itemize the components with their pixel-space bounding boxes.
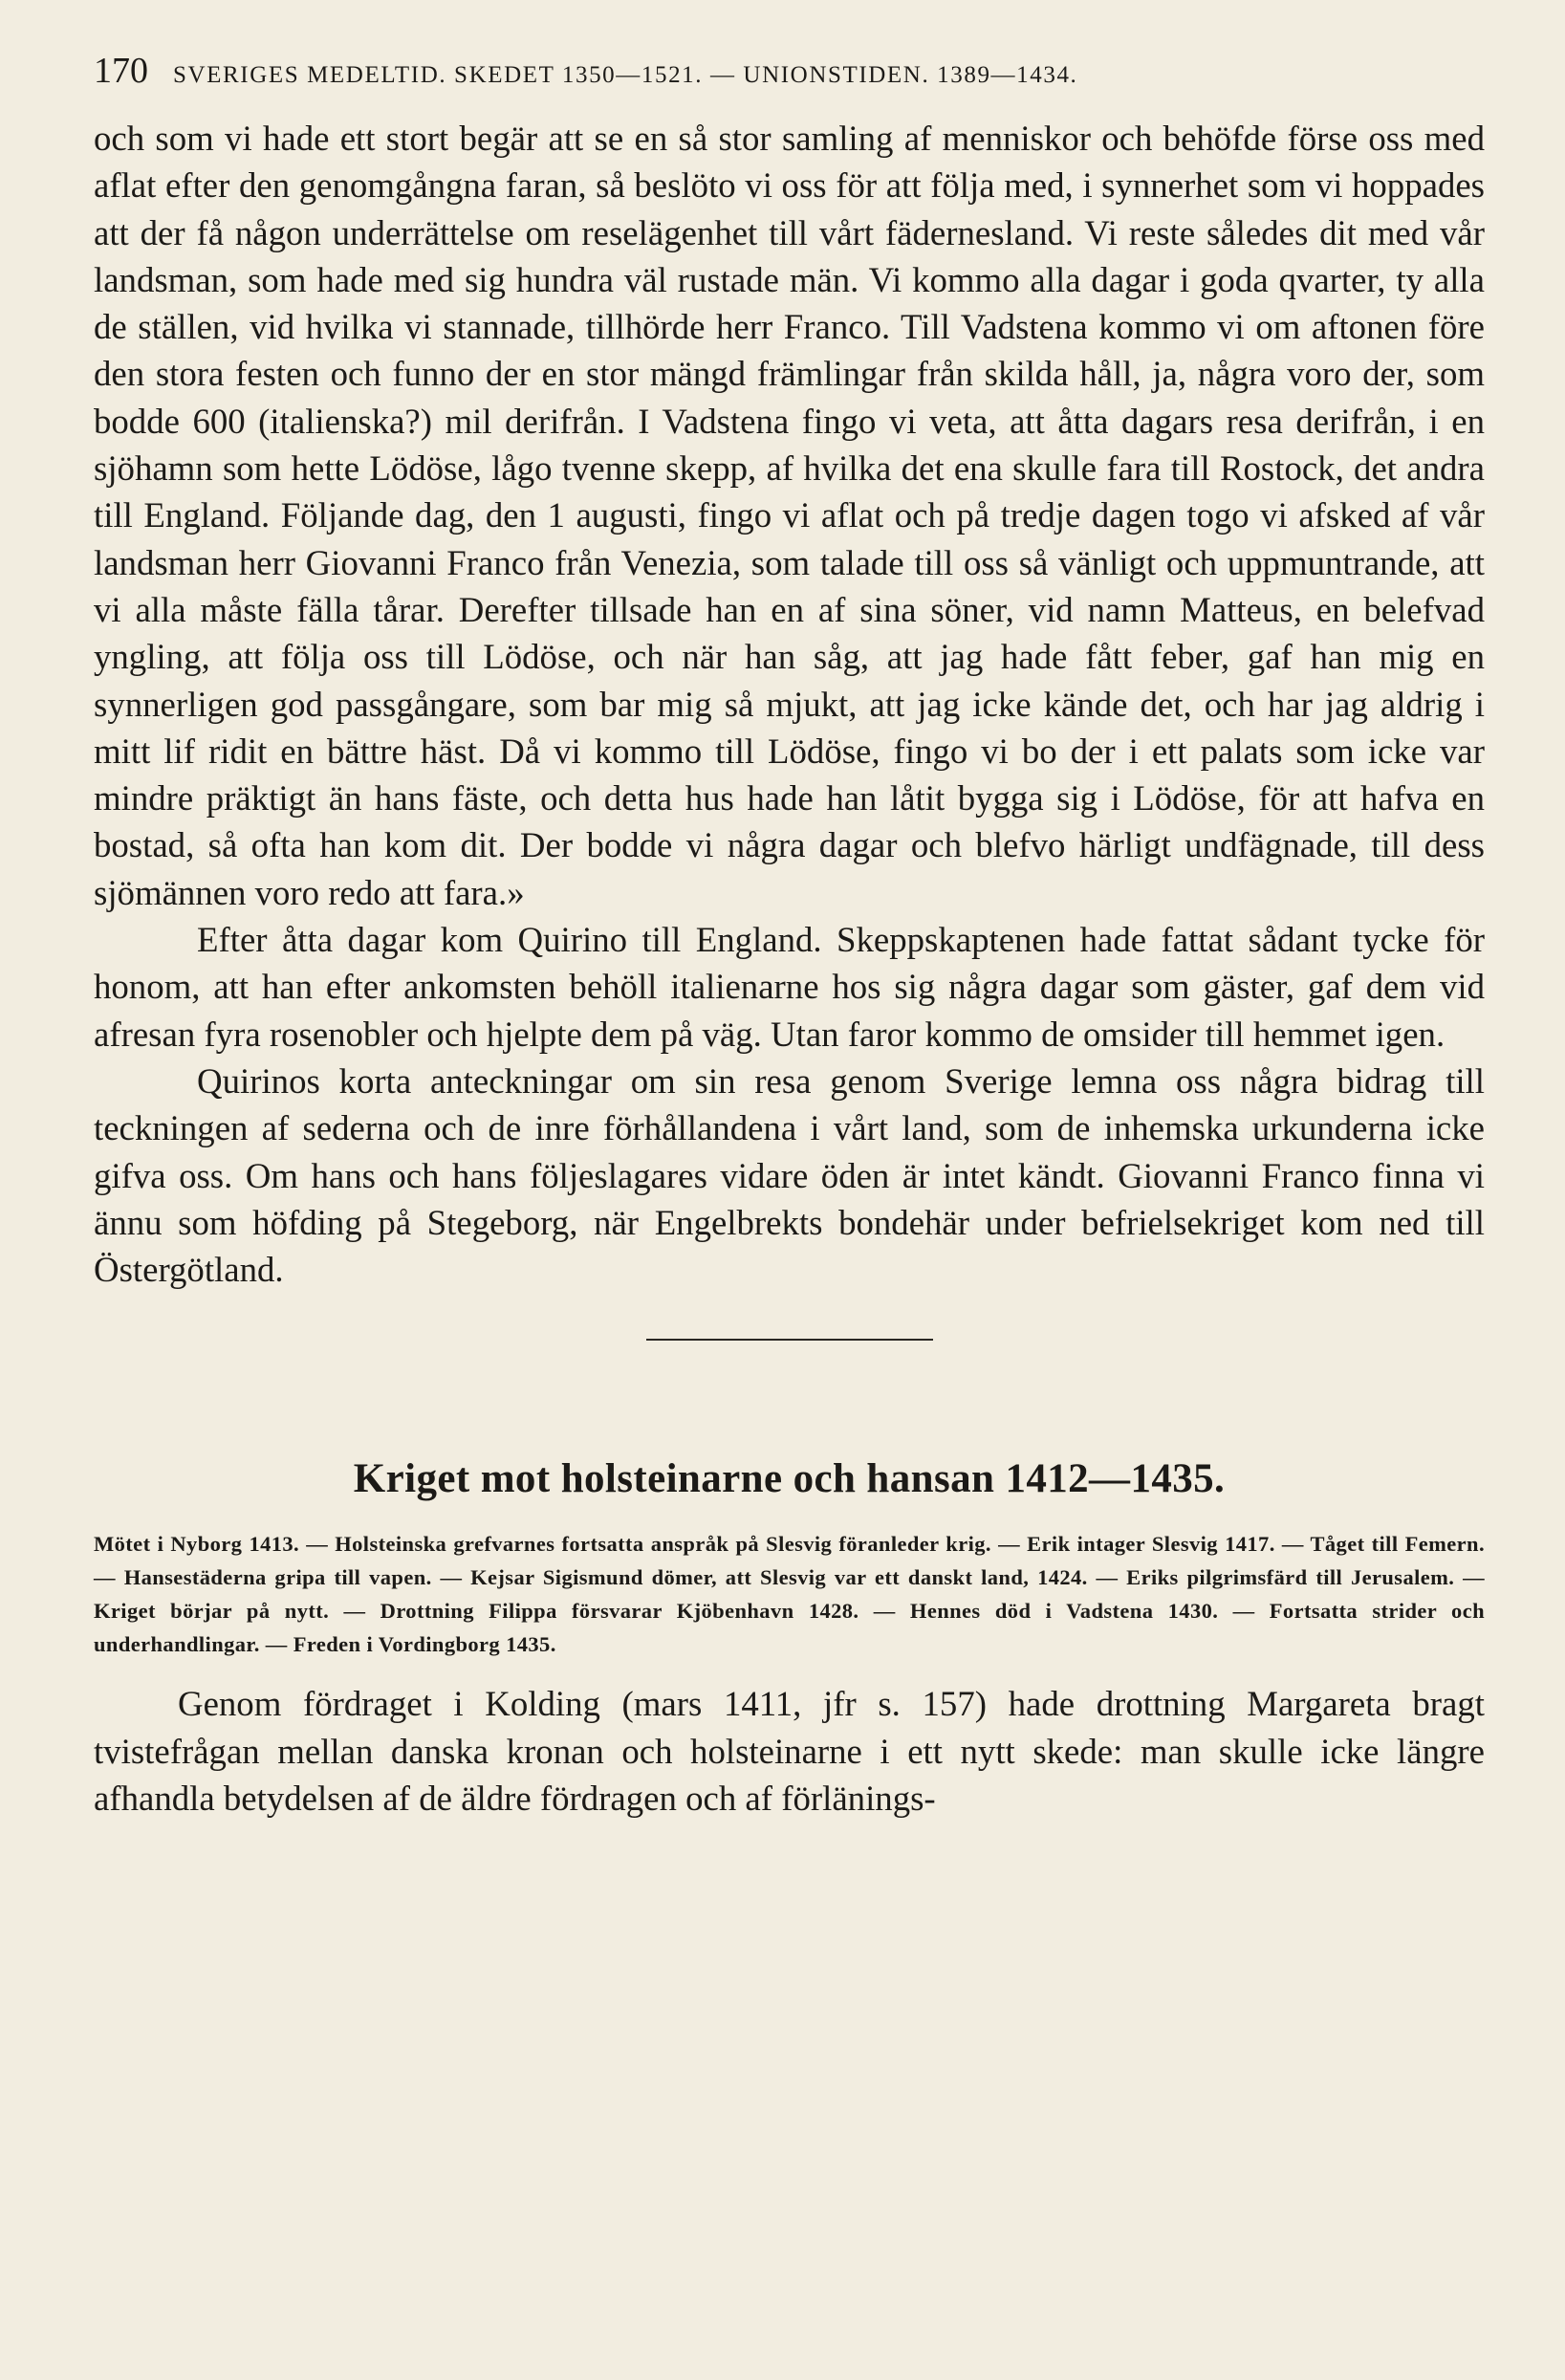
section-summary: Mötet i Nyborg 1413. — Holsteinska grefvarnes fortsatta anspråk på Slesvig föranleder krig. — Erik intager Slesvig 1417. — Tåget till Femern. — Hansestäderna gripa till vapen. — Kejsar Sigismund dömer, att Slesvig var ett danskt land, 1424. — Eriks pilgrimsfärd till Jerusalem. — Kriget börjar på nytt. — Drottning Filippa försvarar Kjöbenhavn 1428. — Hennes död i Vadstena 1430. — Fortsatta strider och underhandlingar. — Freden i Vordingborg 1435. <box>94 1532 1485 1657</box>
section-divider <box>646 1339 933 1341</box>
paragraph-quirino-notes: Quirinos korta anteckningar om sin resa genom Sverige lemna oss några bidrag till teckningen af sederna och de inre förhållandena i vårt land, som de inhemska urkunderna icke gifva oss. Om hans och hans följeslagares vidare öden är intet kändt. Giovanni Franco finna vi ännu som höfding på Stegeborg, när Engelbrekts bondehär under befrielsekriget kom ned till Östergötland. <box>94 1060 1485 1290</box>
section-heading: Kriget mot holsteinarne och hansan 1412—1435. <box>353 1456 1226 1502</box>
book-page <box>94 50 1485 1822</box>
running-title: SVERIGES MEDELTID. SKEDET 1350—1521. — UNIONSTIDEN. 1389—1434. <box>173 62 1078 88</box>
paragraph-kolding-treaty: Genom fördraget i Kolding (mars 1411, jfr s. 157) hade drottning Margareta bragt tvistefrågan mellan danska kronan och holsteinarne i ett nytt skede: man skulle icke längre afhandla betydelsen af de äldre fördragen och af förlänings- <box>94 1684 1485 1819</box>
page-number: 170 <box>94 51 148 91</box>
running-head <box>94 50 1485 98</box>
paragraph-arrival-england: Efter åtta dagar kom Quirino till England. Skeppskaptenen hade fattat sådant tycke för honom, att han efter ankomsten behöll italienarne hos sig några dagar som gäster, gaf dem vid afresan fyra rosenobler och hjelpte dem på väg. Utan faror kommo de omsider till hemmet igen. <box>94 920 1485 1054</box>
paragraph-quote-continuation: och som vi hade ett stort begär att se en så stor samling af menniskor och behöfde förse oss med aflat efter den genomgångna faran, så beslöto vi oss för att följa med, i synnerhet som vi hoppades att der få någon underrättelse om reselägenhet till vårt fädernesland. Vi reste således dit med vår landsman, som hade med sig hundra väl rustade män. Vi kommo alla dagar i goda qvarter, ty alla de ställen, vid hvilka vi stannade, tillhörde herr Franco. Till Vadstena kommo vi om aftonen före den stora festen och funno der en stor mängd främlingar från skilda håll, ja, några voro der, som bodde 600 (italienska?) mil derifrån. I Vadstena fingo vi veta, att åtta dagars resa derifrån, i en sjöhamn som hette Lödöse, lågo tvenne skepp, af hvilka det ena skulle fara till Rostock, det andra till England. Följande dag, den 1 augusti, fingo vi aflat och på tredje dagen togo vi afsked af vår landsman herr Giovanni Franco från Venezia, som talade till oss så vänligt och uppmuntrande, att vi alla måste fälla tårar. Derefter tillsade han en af sina söner, vid namn Matteus, en belefvad yngling, att följa oss till Lödöse, och när han såg, att jag hade fått feber, gaf han mig en synnerligen god passgångare, som bar mig så mjukt, att jag icke kände det, och har jag aldrig i mitt lif ridit en bättre häst. Då vi kommo till Lödöse, fingo vi bo der i ett palats som icke var mindre präktigt än hans fäste, och detta hus hade han låtit bygga sig i Lödöse, för att hafva en bostad, så ofta han kom dit. Der bodde vi några dagar och blefvo härligt undfägnade, till dess sjömännen voro redo att fara.» <box>94 119 1485 912</box>
